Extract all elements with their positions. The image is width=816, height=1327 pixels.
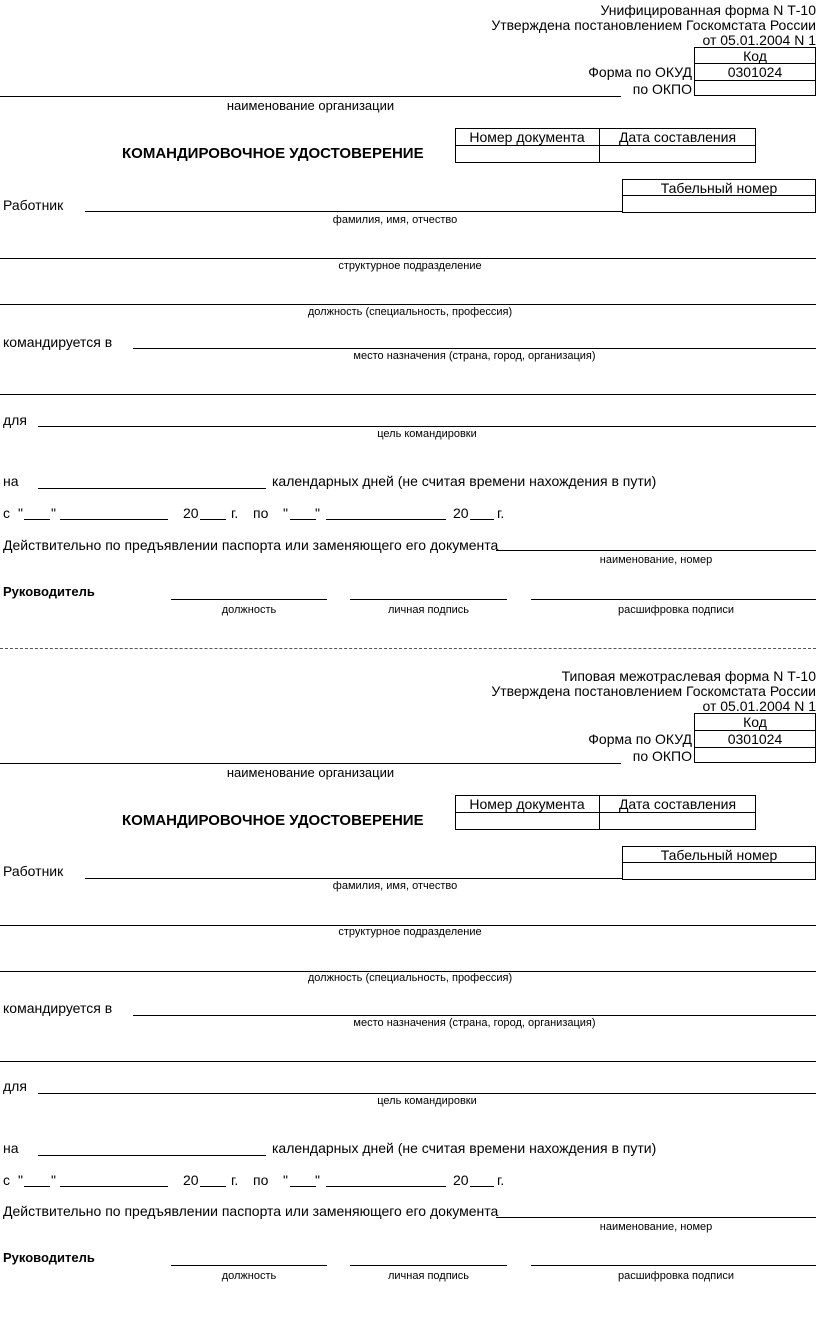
approval-date: от 05.01.2004 N 1 [702, 32, 816, 48]
period-to-day-line[interactable] [290, 519, 316, 520]
duration-label: на [3, 1140, 19, 1156]
approval-note: Утверждена постановлением Госкомстата России [491, 683, 816, 699]
period-to-quote-close: " [315, 505, 320, 521]
period-from-year-suffix: г. [231, 1172, 239, 1188]
manager-label: Руководитель [3, 1250, 95, 1265]
period-to-year-suffix: г. [497, 505, 505, 521]
personnel-number-header: Табельный номер [660, 847, 778, 863]
employee-name-caption: фамилия, имя, отчество [332, 214, 458, 226]
period-from-year-line[interactable] [200, 1186, 226, 1187]
period-to-label: по [253, 1172, 269, 1188]
document-title: КОМАНДИРОВОЧНОЕ УДОСТОВЕРЕНИЕ [122, 812, 424, 829]
employee-name-caption: фамилия, имя, отчество [332, 880, 458, 892]
manager-label: Руководитель [3, 584, 95, 599]
manager-position-caption: должность [221, 604, 277, 616]
manager-signature-line[interactable] [350, 1265, 507, 1266]
position-caption: должность (специальность, профессия) [307, 306, 513, 318]
period-to-quote-open: " [283, 505, 288, 521]
organization-line[interactable] [0, 763, 621, 764]
approval-date: от 05.01.2004 N 1 [702, 698, 816, 714]
purpose-line[interactable] [38, 1093, 816, 1094]
employee-label: Работник [3, 863, 64, 879]
passport-line[interactable] [496, 550, 816, 551]
organization-caption: наименование организации [226, 98, 395, 113]
okud-label: Форма по ОКУД [588, 64, 692, 80]
manager-decoding-line[interactable] [531, 599, 816, 600]
period-to-year-prefix: 20 [453, 1172, 469, 1188]
passport-line[interactable] [496, 1217, 816, 1218]
period-from-year-prefix: 20 [183, 1172, 199, 1188]
department-caption: структурное подразделение [338, 260, 482, 272]
purpose-caption: цель командировки [377, 1095, 477, 1107]
period-from-year-line[interactable] [200, 519, 226, 520]
approval-note: Утверждена постановлением Госкомстата России [491, 17, 816, 33]
employee-label: Работник [3, 197, 64, 213]
passport-text: Действительно по предъявлении паспорта или заменяющего его документа [3, 1203, 499, 1219]
code-header: Код [743, 48, 767, 64]
manager-signature-line[interactable] [350, 599, 507, 600]
destination-label: командируется в [3, 1000, 113, 1016]
manager-position-line[interactable] [171, 1265, 327, 1266]
manager-signature-caption: личная подпись [387, 1270, 470, 1282]
destination-label: командируется в [3, 334, 113, 350]
document-date-header: Дата составления [618, 796, 737, 812]
okud-value: 0301024 [727, 731, 783, 747]
purpose-caption: цель командировки [377, 428, 477, 440]
employee-name-line[interactable] [85, 878, 622, 879]
document-number-header: Номер документа [469, 129, 585, 145]
document-number-header: Номер документа [469, 796, 585, 812]
form-name: Типовая межотраслевая форма N Т-10 [561, 668, 816, 684]
manager-position-line[interactable] [171, 599, 327, 600]
destination-line[interactable] [133, 1015, 816, 1016]
purpose-line[interactable] [38, 426, 816, 427]
employee-name-line[interactable] [85, 211, 622, 212]
position-line[interactable] [0, 304, 816, 305]
destination-line-2[interactable] [0, 394, 816, 395]
destination-caption: место назначения (страна, город, организация) [353, 350, 596, 362]
period-from-month-line[interactable] [60, 519, 168, 520]
period-to-month-line[interactable] [326, 1186, 446, 1187]
duration-text: календарных дней (не считая времени нахождения в пути) [272, 1140, 657, 1156]
code-header: Код [743, 714, 767, 730]
department-caption: структурное подразделение [338, 926, 482, 938]
document-date-header: Дата составления [618, 129, 737, 145]
manager-decoding-caption: расшифровка подписи [617, 1270, 735, 1282]
period-from-year-suffix: г. [231, 505, 239, 521]
manager-position-caption: должность [221, 1270, 277, 1282]
purpose-label: для [3, 1078, 27, 1094]
period-from-day-line[interactable] [24, 1186, 50, 1187]
period-from-label: с [3, 505, 10, 521]
passport-text: Действительно по предъявлении паспорта или заменяющего его документа [3, 537, 499, 553]
destination-line-2[interactable] [0, 1061, 816, 1062]
personnel-number-header: Табельный номер [660, 180, 778, 196]
period-to-quote-close: " [315, 1172, 320, 1188]
period-from-quote-close: " [51, 1172, 56, 1188]
period-to-day-line[interactable] [290, 1186, 316, 1187]
passport-caption: наименование, номер [599, 1221, 713, 1233]
organization-caption: наименование организации [226, 765, 395, 780]
period-from-quote-open: " [18, 1172, 23, 1188]
destination-line[interactable] [133, 348, 816, 349]
period-from-month-line[interactable] [60, 1186, 168, 1187]
period-from-label: с [3, 1172, 10, 1188]
period-to-label: по [253, 505, 269, 521]
manager-decoding-caption: расшифровка подписи [617, 604, 735, 616]
period-to-year-line[interactable] [470, 1186, 494, 1187]
period-from-quote-close: " [51, 505, 56, 521]
duration-label: на [3, 473, 19, 489]
travel-certificate-form [0, 0, 816, 660]
passport-caption: наименование, номер [599, 554, 713, 566]
position-caption: должность (специальность, профессия) [307, 972, 513, 984]
period-from-day-line[interactable] [24, 519, 50, 520]
period-to-year-line[interactable] [470, 519, 494, 520]
document-title: КОМАНДИРОВОЧНОЕ УДОСТОВЕРЕНИЕ [122, 145, 424, 162]
cut-line [0, 648, 816, 649]
period-from-quote-open: " [18, 505, 23, 521]
duration-days-line[interactable] [38, 1155, 266, 1156]
okpo-label: по ОКПО [632, 81, 692, 97]
okpo-label: по ОКПО [632, 748, 692, 764]
period-to-month-line[interactable] [326, 519, 446, 520]
department-line[interactable] [0, 258, 816, 259]
manager-decoding-line[interactable] [531, 1265, 816, 1266]
manager-signature-caption: личная подпись [387, 604, 470, 616]
okud-value: 0301024 [727, 64, 783, 80]
organization-line[interactable] [0, 96, 621, 97]
period-to-year-suffix: г. [497, 1172, 505, 1188]
destination-caption: место назначения (страна, город, организация) [353, 1017, 596, 1029]
duration-days-line[interactable] [38, 488, 266, 489]
form-name: Унифицированная форма N Т-10 [600, 2, 816, 18]
travel-certificate-form [0, 667, 816, 1327]
period-to-year-prefix: 20 [453, 505, 469, 521]
purpose-label: для [3, 412, 27, 428]
period-from-year-prefix: 20 [183, 505, 199, 521]
period-to-quote-open: " [283, 1172, 288, 1188]
okud-label: Форма по ОКУД [588, 731, 692, 747]
duration-text: календарных дней (не считая времени нахождения в пути) [272, 473, 657, 489]
